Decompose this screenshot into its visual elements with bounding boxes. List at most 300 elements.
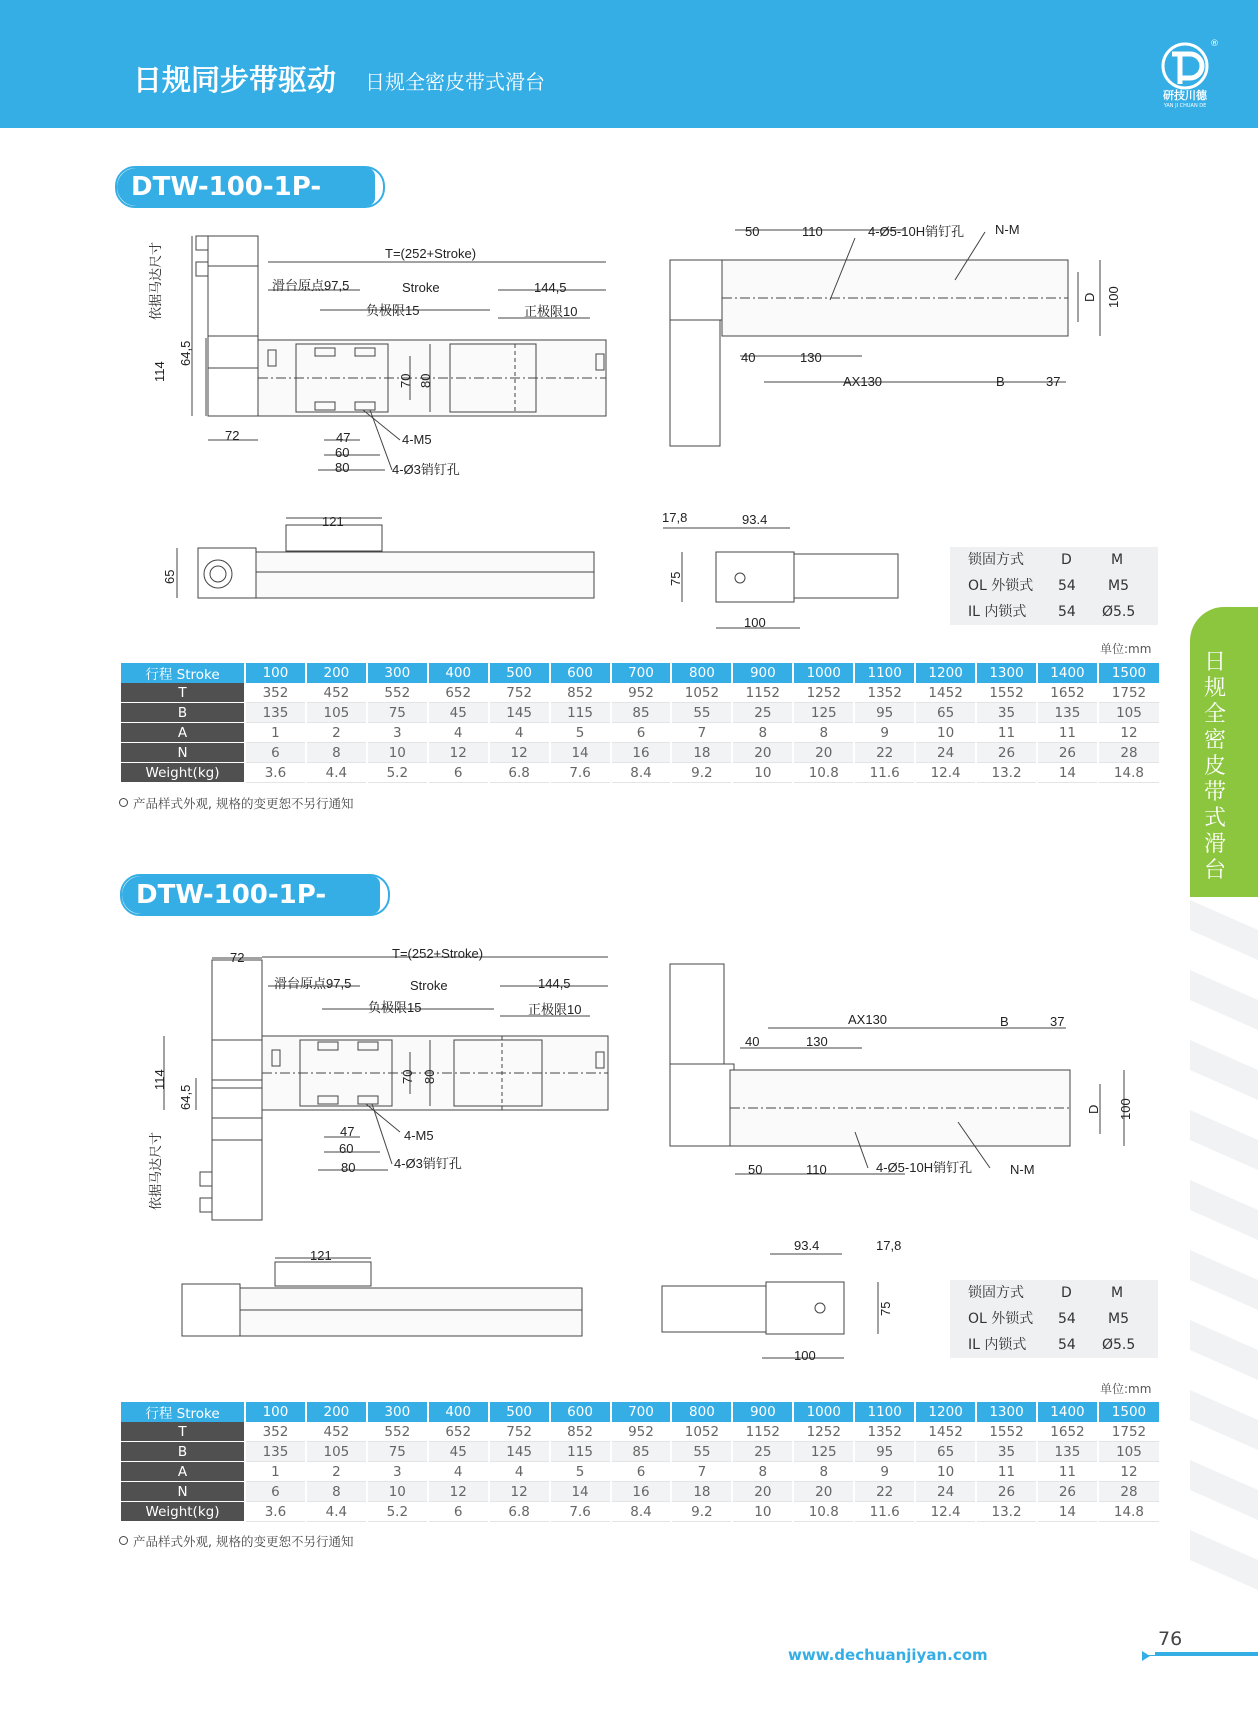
- lock-head-m: M: [1111, 1285, 1124, 1301]
- table-cell: 85: [611, 703, 672, 723]
- table-cell: 12: [428, 743, 489, 763]
- table-cell: 6.8: [489, 763, 550, 783]
- table-cell: 85: [611, 1442, 672, 1462]
- dim-47: 47: [336, 430, 351, 445]
- lock-head-d: D: [1061, 1285, 1072, 1301]
- dim-1445: 144,5: [534, 280, 567, 295]
- table-cell: 26: [976, 743, 1037, 763]
- row-header: 行程 Stroke: [120, 1402, 245, 1422]
- table-cell: 14.8: [1098, 1502, 1159, 1522]
- row-header: N: [120, 1482, 245, 1502]
- table-cell: 25: [732, 1442, 793, 1462]
- table-cell: 10: [367, 1482, 428, 1502]
- dim-pos: 正极限10: [528, 1002, 582, 1017]
- table-cell: 1752: [1098, 683, 1159, 703]
- dim-40: 40: [745, 1034, 760, 1049]
- lock-method: IL 内锁式: [968, 1337, 1027, 1353]
- table-cell: 26: [1037, 743, 1098, 763]
- table-cell: 1652: [1037, 1422, 1098, 1442]
- table-cell: 11.6: [854, 1502, 915, 1522]
- lock-head-m: M: [1111, 552, 1124, 568]
- table-cell: 75: [367, 703, 428, 723]
- dim-pos: 正极限10: [524, 304, 578, 319]
- dim-stroke: Stroke: [402, 280, 440, 295]
- dim-pin5: 4-Ø5-10H销钉孔: [868, 224, 965, 239]
- table-header-cell: 900: [732, 663, 793, 683]
- table-cell: 12.4: [915, 763, 976, 783]
- table-cell: 952: [611, 1422, 672, 1442]
- side-category-label: 日 规 全 密 皮 带 式 滑 台: [1203, 650, 1226, 883]
- table-cell: 145: [489, 1442, 550, 1462]
- table-cell: 35: [976, 1442, 1037, 1462]
- dim-60: 60: [339, 1141, 354, 1156]
- table-header-cell: 800: [671, 1402, 732, 1422]
- dim-934: 93.4: [794, 1238, 820, 1253]
- table-cell: 7.6: [550, 1502, 611, 1522]
- lock-row-il: [950, 1332, 1158, 1358]
- table-cell: 10: [367, 743, 428, 763]
- table-cell: 75: [367, 1442, 428, 1462]
- dim-80v: 80: [422, 1069, 437, 1084]
- lock-m: M5: [1108, 1311, 1129, 1327]
- table-cell: 7: [671, 1462, 732, 1482]
- table-cell: 115: [550, 1442, 611, 1462]
- table-cell: 4: [489, 723, 550, 743]
- lock-d: 54: [1058, 1337, 1076, 1353]
- table-cell: 18: [671, 1482, 732, 1502]
- table-cell: 105: [1098, 703, 1159, 723]
- table-cell: 10: [915, 723, 976, 743]
- dim-T: T=(252+Stroke): [392, 946, 484, 961]
- dim-178: 17,8: [662, 510, 688, 525]
- table-cell: 452: [306, 683, 367, 703]
- note-text: 产品样式外观, 规格的变更恕不另行通知: [133, 796, 354, 811]
- table-cell: 1752: [1098, 1422, 1159, 1442]
- table-cell: 10: [915, 1462, 976, 1482]
- table-cell: 652: [428, 1422, 489, 1442]
- table-cell: 20: [732, 743, 793, 763]
- table-cell: 25: [732, 703, 793, 723]
- table-cell: 1352: [854, 683, 915, 703]
- table-cell: 752: [489, 683, 550, 703]
- table-cell: 1452: [915, 683, 976, 703]
- table-cell: 14: [1037, 763, 1098, 783]
- table-cell: 35: [976, 703, 1037, 723]
- table-cell: 12: [1098, 1462, 1159, 1482]
- dim-stroke: Stroke: [410, 978, 448, 993]
- table-cell: 20: [793, 1482, 854, 1502]
- table-header-cell: 200: [306, 663, 367, 683]
- table-cell: 145: [489, 703, 550, 723]
- lock-head: [950, 1280, 1158, 1306]
- table-cell: 8: [793, 723, 854, 743]
- table-header-cell: 1400: [1037, 1402, 1098, 1422]
- table-cell: 4.4: [306, 1502, 367, 1522]
- table-header-cell: 1200: [915, 663, 976, 683]
- row-header: Weight(kg): [120, 1502, 245, 1522]
- table-cell: 28: [1098, 743, 1159, 763]
- row-header: B: [120, 1442, 245, 1462]
- table-cell: 8: [732, 723, 793, 743]
- row-header: Weight(kg): [120, 763, 245, 783]
- table-cell: 14: [550, 1482, 611, 1502]
- table-cell: 2: [306, 723, 367, 743]
- table-cell: 3.6: [245, 763, 306, 783]
- lock-head-d: D: [1061, 552, 1072, 568]
- table-cell: 55: [671, 703, 732, 723]
- dim-37: 37: [1050, 1014, 1065, 1029]
- table-cell: 12: [489, 1482, 550, 1502]
- table-cell: 105: [306, 1442, 367, 1462]
- table-cell: 12.4: [915, 1502, 976, 1522]
- dim-37: 37: [1046, 374, 1061, 389]
- dim-75: 75: [878, 1301, 893, 1316]
- dim-72: 72: [230, 950, 245, 965]
- table-cell: 26: [976, 1482, 1037, 1502]
- dim-100b: 100: [744, 615, 766, 630]
- decorative-stripes: [1190, 900, 1258, 1620]
- dim-m5: 4-M5: [404, 1128, 434, 1143]
- table-cell: 12: [1098, 723, 1159, 743]
- table-cell: 9: [854, 1462, 915, 1482]
- dim-t50: 50: [745, 224, 760, 239]
- unit-label: 单位:mm: [1100, 642, 1152, 656]
- table-cell: 7: [671, 723, 732, 743]
- table-cell: 45: [428, 703, 489, 723]
- table-cell: 10: [732, 1502, 793, 1522]
- table-cell: 26: [1037, 1482, 1098, 1502]
- dim-m5: 4-M5: [402, 432, 432, 447]
- table-cell: 352: [245, 683, 306, 703]
- table-cell: 135: [245, 703, 306, 723]
- dim-pin5: 4-Ø5-10H销钉孔: [876, 1160, 973, 1175]
- unit-label: 单位:mm: [1100, 1382, 1152, 1396]
- lock-table-rm: [950, 1280, 1158, 1358]
- dim-nm: N-M: [995, 222, 1020, 237]
- table-cell: 11: [1037, 723, 1098, 743]
- table-cell: 28: [1098, 1482, 1159, 1502]
- lock-m: Ø5.5: [1102, 604, 1136, 620]
- dim-645: 64,5: [178, 340, 193, 366]
- bullet-ring-icon: [119, 1536, 128, 1545]
- table-cell: 8.4: [611, 763, 672, 783]
- table-cell: 11: [976, 723, 1037, 743]
- spec-table-rm: [119, 1402, 1159, 1522]
- table-cell: 2: [306, 1462, 367, 1482]
- table-header-cell: 1500: [1098, 663, 1159, 683]
- table-cell: 6: [245, 743, 306, 763]
- dim-neg: 负极限15: [366, 303, 420, 318]
- logo-mark: ®: [1210, 39, 1219, 49]
- table-cell: 105: [1098, 1442, 1159, 1462]
- table-cell: 13.2: [976, 763, 1037, 783]
- dim-1445: 144,5: [538, 976, 571, 991]
- table-cell: 4: [428, 723, 489, 743]
- page-underline-thin: [1145, 1655, 1258, 1656]
- dim-70: 70: [398, 373, 413, 388]
- table-cell: 125: [793, 703, 854, 723]
- table-cell: 1352: [854, 1422, 915, 1442]
- table-header-cell: 1500: [1098, 1402, 1159, 1422]
- table-cell: 65: [915, 703, 976, 723]
- dim-D: D: [1086, 1104, 1101, 1114]
- table-cell: 5: [550, 1462, 611, 1482]
- table-cell: 16: [611, 743, 672, 763]
- table-cell: 652: [428, 683, 489, 703]
- table-row: [120, 1442, 1159, 1462]
- table-cell: 452: [306, 1422, 367, 1442]
- table-cell: 105: [306, 703, 367, 723]
- table-header-cell: 100: [245, 1402, 306, 1422]
- row-header: A: [120, 723, 245, 743]
- logo-text: 研技川德: [1163, 89, 1207, 102]
- table-cell: 8.4: [611, 1502, 672, 1522]
- table-header-row: [120, 1402, 1159, 1422]
- table-header-cell: 300: [367, 1402, 428, 1422]
- table-header-cell: 400: [428, 1402, 489, 1422]
- table-header-cell: 1100: [854, 1402, 915, 1422]
- dim-B: B: [996, 374, 1005, 389]
- table-cell: 1252: [793, 1422, 854, 1442]
- dim-t50: 50: [748, 1162, 763, 1177]
- table-cell: 20: [793, 743, 854, 763]
- table-header-cell: 500: [489, 1402, 550, 1422]
- dim-nm: N-M: [1010, 1162, 1035, 1177]
- dim-100: 100: [1106, 286, 1121, 308]
- table-cell: 552: [367, 683, 428, 703]
- row-header: T: [120, 683, 245, 703]
- dim-121: 121: [310, 1248, 332, 1263]
- lock-d: 54: [1058, 578, 1076, 594]
- table-cell: 952: [611, 683, 672, 703]
- table-cell: 1052: [671, 1422, 732, 1442]
- table-cell: 3.6: [245, 1502, 306, 1522]
- table-header-cell: 800: [671, 663, 732, 683]
- dim-114: 114: [152, 361, 167, 382]
- lock-method: IL 内锁式: [968, 604, 1027, 620]
- dim-121: 121: [322, 514, 344, 529]
- table-cell: 4: [489, 1462, 550, 1482]
- lock-head-method: 锁固方式: [968, 1285, 1024, 1301]
- table-cell: 1552: [976, 683, 1037, 703]
- motor-size-label: 依据马达尺寸: [148, 241, 163, 320]
- dim-130: 130: [800, 350, 822, 365]
- table-header-cell: 200: [306, 1402, 367, 1422]
- model-name: DTW-100-1P-RM: [122, 876, 380, 914]
- table-cell: 11: [1037, 1462, 1098, 1482]
- table-cell: 1052: [671, 683, 732, 703]
- table-cell: 14: [1037, 1502, 1098, 1522]
- table-cell: 45: [428, 1442, 489, 1462]
- table-header-cell: 100: [245, 663, 306, 683]
- dim-70: 70: [400, 1069, 415, 1084]
- table-header-cell: 300: [367, 663, 428, 683]
- dim-178: 17,8: [876, 1238, 902, 1253]
- dim-t110: 110: [806, 1162, 827, 1177]
- dim-pin3: 4-Ø3销钉孔: [392, 462, 460, 477]
- table-cell: 6: [428, 1502, 489, 1522]
- table-cell: 852: [550, 683, 611, 703]
- lock-row-ol: [950, 1306, 1158, 1332]
- dim-75: 75: [668, 571, 683, 586]
- table-cell: 125: [793, 1442, 854, 1462]
- table-header-cell: 1000: [793, 663, 854, 683]
- table-header-cell: 1400: [1037, 663, 1098, 683]
- table-header-cell: 700: [611, 663, 672, 683]
- table-cell: 11: [976, 1462, 1037, 1482]
- table-cell: 65: [915, 1442, 976, 1462]
- table-header-cell: 400: [428, 663, 489, 683]
- table-header-cell: 1300: [976, 1402, 1037, 1422]
- table-cell: 55: [671, 1442, 732, 1462]
- arrow-right-icon: [1142, 1651, 1150, 1661]
- table-cell: 135: [1037, 1442, 1098, 1462]
- lock-method: OL 外锁式: [968, 578, 1034, 594]
- dim-645: 64,5: [178, 1084, 193, 1110]
- table-cell: 14: [550, 743, 611, 763]
- table-header-cell: 1000: [793, 1402, 854, 1422]
- table-cell: 13.2: [976, 1502, 1037, 1522]
- table-cell: 9.2: [671, 763, 732, 783]
- table-cell: 10.8: [793, 763, 854, 783]
- dim-65: 65: [162, 569, 177, 584]
- row-header: 行程 Stroke: [120, 663, 245, 683]
- row-header: A: [120, 1462, 245, 1482]
- lock-head-method: 锁固方式: [968, 552, 1024, 568]
- table-cell: 135: [245, 1442, 306, 1462]
- table-row: [120, 1482, 1159, 1502]
- table-row: [120, 1462, 1159, 1482]
- table-header-cell: 900: [732, 1402, 793, 1422]
- table-cell: 1: [245, 723, 306, 743]
- table-cell: 8: [306, 1482, 367, 1502]
- table-cell: 12: [489, 743, 550, 763]
- table-cell: 3: [367, 1462, 428, 1482]
- table-cell: 115: [550, 703, 611, 723]
- table-cell: 10: [732, 763, 793, 783]
- dim-114: 114: [152, 1069, 167, 1090]
- table-cell: 8: [306, 743, 367, 763]
- table-header-cell: 600: [550, 663, 611, 683]
- motor-size-label: 依据马达尺寸: [148, 1131, 163, 1210]
- dim-ax130: AX130: [848, 1012, 888, 1027]
- table-header-cell: 700: [611, 1402, 672, 1422]
- table-cell: 20: [732, 1482, 793, 1502]
- table-cell: 95: [854, 703, 915, 723]
- table-cell: 352: [245, 1422, 306, 1442]
- dim-47: 47: [340, 1124, 355, 1139]
- table-cell: 552: [367, 1422, 428, 1442]
- lock-d: 54: [1058, 604, 1076, 620]
- row-header: B: [120, 703, 245, 723]
- dim-origin: 滑台原点97,5: [274, 976, 352, 991]
- dim-origin: 滑台原点97,5: [272, 278, 350, 293]
- table-cell: 6.8: [489, 1502, 550, 1522]
- table-cell: 11.6: [854, 763, 915, 783]
- logo-subtext: YAN JI CHUAN DE: [1163, 103, 1207, 109]
- row-header: T: [120, 1422, 245, 1442]
- table-cell: 7.6: [550, 763, 611, 783]
- table-cell: 8: [793, 1462, 854, 1482]
- row-header: N: [120, 743, 245, 763]
- dim-t110: 110: [802, 224, 823, 239]
- table-cell: 1152: [732, 683, 793, 703]
- table-cell: 4.4: [306, 763, 367, 783]
- dim-130: 130: [806, 1034, 828, 1049]
- page-number: 76: [1158, 1628, 1183, 1650]
- table-cell: 3: [367, 723, 428, 743]
- dim-80: 80: [341, 1160, 356, 1175]
- table-cell: 4: [428, 1462, 489, 1482]
- table-cell: 1552: [976, 1422, 1037, 1442]
- table-cell: 1: [245, 1462, 306, 1482]
- table-cell: 852: [550, 1422, 611, 1442]
- page-title: 日规同步带驱动: [133, 63, 337, 97]
- table-cell: 135: [1037, 703, 1098, 723]
- table-cell: 18: [671, 743, 732, 763]
- table-row: [120, 1422, 1159, 1442]
- dim-D: D: [1082, 292, 1097, 302]
- lock-d: 54: [1058, 1311, 1076, 1327]
- table-cell: 14.8: [1098, 763, 1159, 783]
- dim-40: 40: [741, 350, 756, 365]
- disclaimer-note: [119, 1532, 353, 1550]
- model-name: DTW-100-1P-LM: [117, 168, 375, 206]
- table-cell: 6: [611, 1462, 672, 1482]
- table-cell: 1252: [793, 683, 854, 703]
- lock-m: Ø5.5: [1102, 1337, 1136, 1353]
- table-cell: 5: [550, 723, 611, 743]
- website-link[interactable]: www.dechuanjiyan.com: [788, 1646, 988, 1664]
- dim-T: T=(252+Stroke): [385, 246, 477, 261]
- dim-100: 100: [1118, 1098, 1133, 1120]
- dim-ax130: AX130: [843, 374, 883, 389]
- table-header-cell: 1100: [854, 663, 915, 683]
- table-cell: 8: [732, 1462, 793, 1482]
- dim-72: 72: [225, 428, 240, 443]
- table-row: [120, 1502, 1159, 1522]
- table-cell: 1152: [732, 1422, 793, 1442]
- table-cell: 10.8: [793, 1502, 854, 1522]
- table-cell: 1652: [1037, 683, 1098, 703]
- dim-934: 93.4: [742, 512, 768, 527]
- table-cell: 16: [611, 1482, 672, 1502]
- table-header-cell: 1200: [915, 1402, 976, 1422]
- table-cell: 6: [611, 723, 672, 743]
- table-cell: 9.2: [671, 1502, 732, 1522]
- table-header-cell: 500: [489, 663, 550, 683]
- table-header-cell: 600: [550, 1402, 611, 1422]
- table-cell: 22: [854, 743, 915, 763]
- table-cell: 9: [854, 723, 915, 743]
- dim-pin3: 4-Ø3销钉孔: [394, 1156, 462, 1171]
- table-cell: 22: [854, 1482, 915, 1502]
- dim-60: 60: [335, 445, 350, 460]
- lock-m: M5: [1108, 578, 1129, 594]
- table-cell: 5.2: [367, 763, 428, 783]
- table-cell: 24: [915, 1482, 976, 1502]
- table-cell: 5.2: [367, 1502, 428, 1522]
- dim-100b: 100: [794, 1348, 816, 1363]
- lock-method: OL 外锁式: [968, 1311, 1034, 1327]
- table-cell: 1452: [915, 1422, 976, 1442]
- table-header-cell: 1300: [976, 663, 1037, 683]
- dim-80: 80: [335, 460, 350, 475]
- dim-80v: 80: [418, 373, 433, 388]
- table-cell: 12: [428, 1482, 489, 1502]
- dim-B: B: [1000, 1014, 1009, 1029]
- table-cell: 95: [854, 1442, 915, 1462]
